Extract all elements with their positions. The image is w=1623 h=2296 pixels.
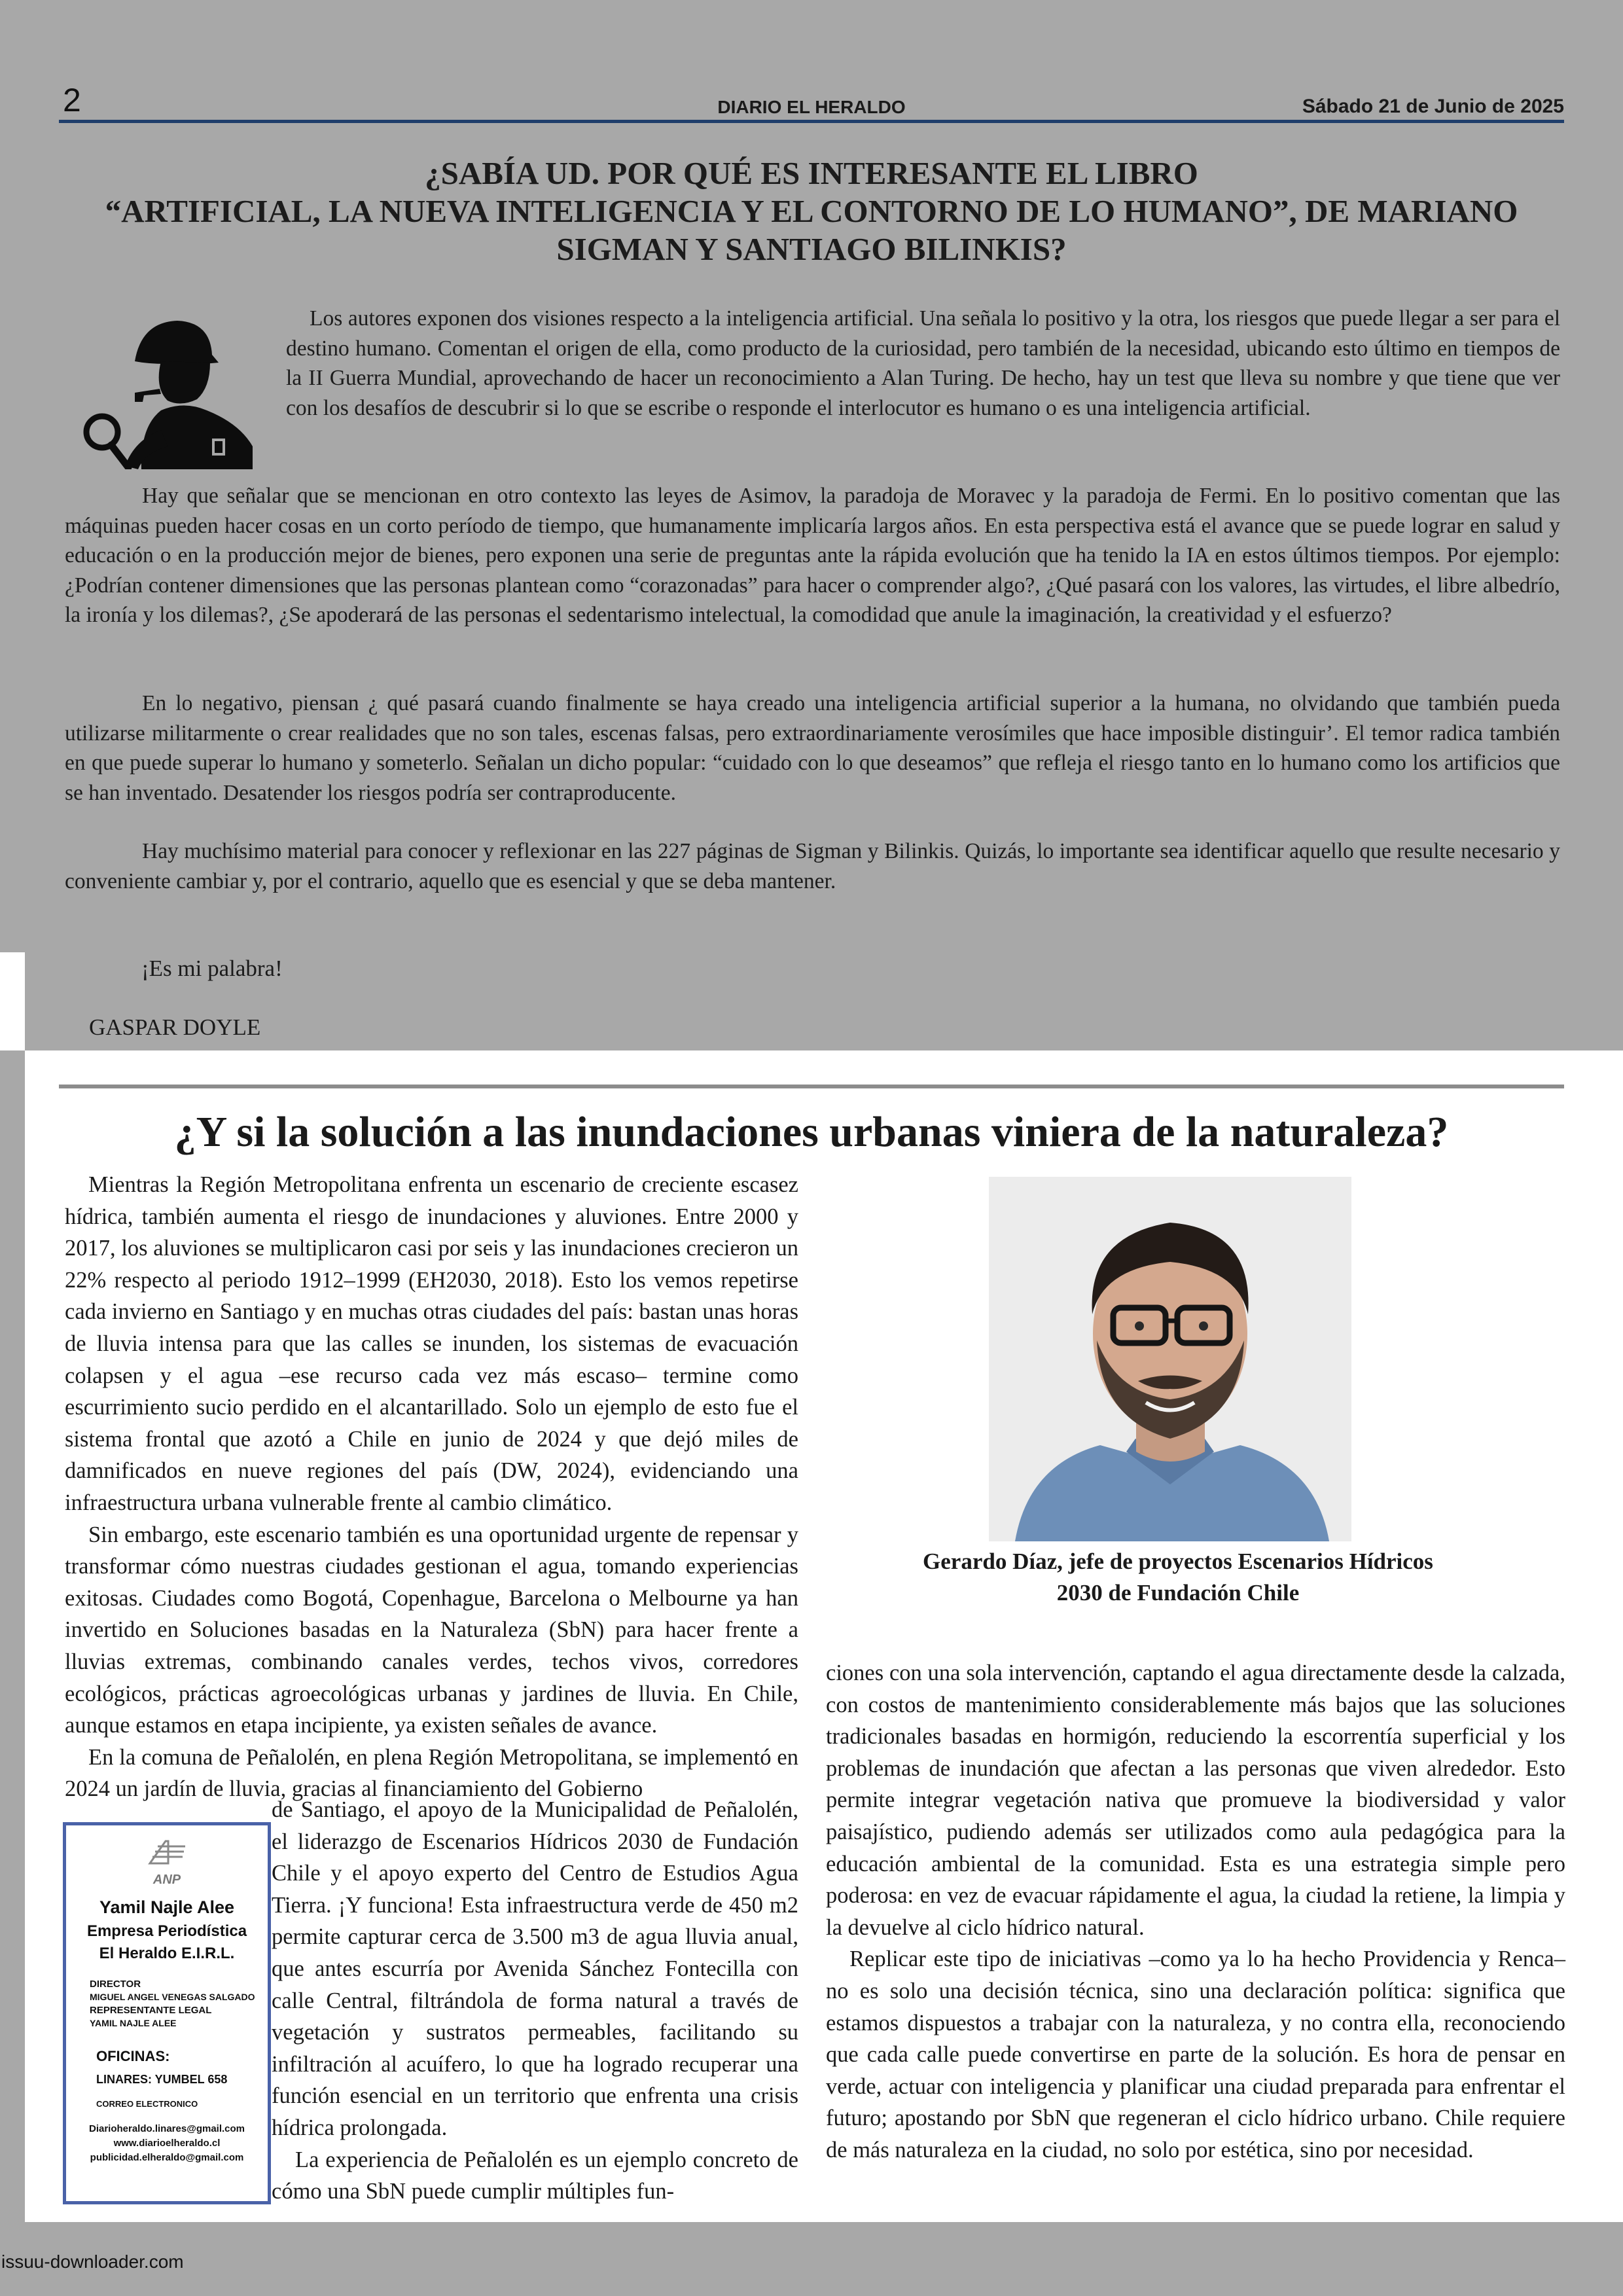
article2-paragraph: Mientras la Región Metropolitana enfrenta un escenario de creciente escasez hídrica, también aumenta el riesgo de inundaciones y aluviones. Entre 2000 y 2017, los aluviones se multiplicaron casi por seis y las inundaciones crecieron un 22% respecto al periodo 1912–1999 (EH2030, 2018). Esto los vemos repetirse cada invierno en Santiago y en muchas otras ciudades del país: bastan unas horas de lluvia intensa para que las calles se inunden, los sistemas de evacuación colapsen y el agua –ese recurso cada vez más escaso– termine como escurrimiento sucio perdido en el alcantarillado. Solo un ejemplo de esto fue el sistema frontal que azotó a Chile en junio de 2024 y que dejó miles de damnificados en nueve regiones del país (DW, 2024), evidenciando una infraestructura urbana vulnerable frente al cambio climático. — [65, 1172, 798, 1515]
director-label: DIRECTOR — [90, 1979, 141, 1990]
legal-label: REPRESENTANTE LEGAL — [90, 2005, 212, 2016]
footer-watermark: issuu-downloader.com — [1, 2251, 184, 2272]
director-name: MIGUEL ANGEL VENEGAS SALGADO — [90, 1992, 255, 2002]
portrait-photo-icon — [989, 1177, 1351, 1541]
page-number: 2 — [63, 82, 81, 118]
owner-name: Yamil Najle Alee — [99, 1897, 235, 1917]
company-name: Empresa Periodística — [86, 1922, 247, 1940]
article1-paragraph-2: Hay que señalar que se mencionan en otro contexto las leyes de Asimov, la paradoja de Moravec y la paradoja de Fermi. En lo positivo comentan que las máquinas pueden hacer cosas en un corto período de tiempo, que humanamente implicaría largos años. En esta perspectiva está el avance que se puede lograr en salud y educación o en la producción mejor de bienes, pero exponen una serie de preguntas ante la rápida evolución que ha tenido la IA en estos últimos tiempos. Por ejemplo: ¿Podrían contener dimensiones que las personas plantean como “corazonadas” para hacer o comprender algo?, ¿Qué pasará con los valores, las virtudes, el libre albedrío, la ironía y los dilemas?, ¿Se apoderará de las personas el sedentarismo intelectual, la comodidad que anule la imaginación, la creatividad y el esfuerzo? — [65, 484, 1560, 627]
caption-line: 2030 de Fundación Chile — [1056, 1580, 1300, 1605]
margin-strip — [0, 952, 25, 1050]
section-separator — [59, 1085, 1564, 1088]
article1-title-line: SIGMAN Y SANTIAGO BILINKIS? — [556, 231, 1067, 267]
footer-band — [0, 2222, 1623, 2296]
caption-line: Gerardo Díaz, jefe de proyectos Escenarios Hídricos — [923, 1549, 1433, 1574]
article2-column-2 — [826, 1657, 1565, 2166]
publisher-box — [63, 1822, 271, 2204]
offices-value: LINARES: YUMBEL 658 — [96, 2073, 228, 2086]
issue-date: Sábado 21 de Junio de 2025 — [1302, 96, 1564, 117]
article2-paragraph: ciones con una sola intervención, captando el agua directamente desde la calzada, con costos de mantenimiento considerablemente más bajos que las soluciones tradicionales basadas en hormigón, reduciendo la escorrentía superficial y los problemas de inundación que afectan a las personas que viven alrededor. Esto permite integrar vegetación nativa que promueve la biodiversidad y valor paisajístico, pudiendo además ser utilizados como aula pedagógica para la educación ambiental de la comunidad. Esta es una estrategia simple pero poderosa: en vez de evacuar rápidamente el agua, la ciudad la retiene, la limpia y la devuelve al ciclo hídrico natural. — [826, 1660, 1565, 1940]
anp-logo-icon — [66, 1837, 268, 1873]
article1-paragraph-4: Hay muchísimo material para conocer y reflexionar en las 227 páginas de Sigman y Bilinkis. Quizás, lo importante sea identificar aquello que resulte necesario y conveniente cambiar y, por el contrario, aquello que es esencial y que se deba mantener. — [65, 839, 1560, 893]
email-address[interactable]: Diarioheraldo.linares@gmail.com — [88, 2123, 245, 2134]
author-signature: GASPAR DOYLE — [89, 1014, 261, 1040]
company-name: El Heraldo E.I.R.L. — [99, 1945, 235, 1962]
email-address[interactable]: publicidad.elheraldo@gmail.com — [90, 2152, 244, 2163]
article2-paragraph: Replicar este tipo de iniciativas –como ya lo ha hecho Providencia y Renca– no es solo una decisión técnica, sino una declaración política: significa que estamos dispuestos a trabajar con la naturaleza, y no contra ella, reconociendo que cada calle puede convertirse en parte de la solución. Es hora de pensar en verde, actuar con inteligencia y planificar una ciudad preparada para enfrentar el futuro; apostando por SbN que regeneran el ciclo hídrico urbano. Chile requiere de más naturaleza en la ciudad, no solo por estética, sino por necesidad. — [826, 1946, 1565, 2162]
website-link[interactable]: www.diarioelheraldo.cl — [113, 2138, 221, 2149]
page-top-gray — [0, 0, 1623, 952]
article1-title-line: “ARTIFICIAL, LA NUEVA INTELIGENCIA Y EL CONTORNO DE LO HUMANO”, DE MARIANO — [105, 193, 1518, 229]
article2-title: ¿Y si la solución a las inundaciones urbanas viniera de la naturaleza? — [174, 1108, 1449, 1156]
article2-paragraph: En la comuna de Peñalolén, en plena Región Metropolitana, se implementó en 2024 un jardín de lluvia, gracias al financiamiento del Gobierno — [65, 1744, 798, 1802]
article1-paragraph-1: Los autores exponen dos visiones respecto a la inteligencia artificial. Una señala lo positivo y la otra, los riesgos que puede llegar a ser para el destino humano. Comentan el origen de ella, como producto de la curiosidad, pero también de la necesidad, ubicando esto último en tiempos de la II Guerra Mundial, aprovechando de hacer un reconocimiento a Alan Turing. De hecho, hay un test que lleva su nombre y que tiene que ver con los desafíos de descubrir si lo que se escribe o responde el interlocutor es humano o es una inteligencia artificial. — [286, 306, 1560, 420]
article1-title-line: ¿SABÍA UD. POR QUÉ ES INTERESANTE EL LIBRO — [425, 155, 1198, 191]
detective-silhouette-icon — [63, 315, 253, 469]
article1-title — [59, 154, 1564, 268]
article2-paragraph: La experiencia de Peñalolén es un ejemplo concreto de cómo una SbN puede cumplir múltiples fun- — [272, 2147, 798, 2204]
article2-column-1-lower — [272, 1794, 798, 2208]
article2-paragraph: Sin embargo, este escenario también es una oportunidad urgente de repensar y transformar cómo nuestras ciudades gestionan el agua, tomando experiencias exitosas. Ciudades como Bogotá, Copenhague, Barcelona o Melbourne ya han invertido en Soluciones basadas en la Naturaleza (SbN) para hacer frente a lluvias extremas, combinando canales verdes, techos vivos, corredores ecológicos, prácticas agroecológicas urbanas y jardines de lluvia. En Chile, aunque estamos en etapa incipiente, ya existen señales de avance. — [65, 1522, 798, 1738]
article1-paragraph-3: En lo negativo, piensan ¿ qué pasará cuando finalmente se haya creado una inteligencia artificial superior a la humana, no olvidando que también pueda utilizarse militarmente o crear realidades que no son tales, escenas falsas, pero extraordinariamente verosímiles que hace imposible distinguir’. El temor radica también en que puede superar lo humano y someterlo. Señalan un dicho popular: “cuidado con lo que deseamos” que refleja el riesgo tanto en lo humano como los artificios que se han inventado. Desatender los riesgos podría ser contraproducente. — [65, 691, 1560, 805]
newspaper-name: DIARIO EL HERALDO — [717, 97, 906, 117]
closing-line: ¡Es mi palabra! — [141, 956, 283, 981]
email-label: CORREO ELECTRONICO — [96, 2099, 198, 2109]
anp-logo-text: ANP — [152, 1873, 181, 1887]
legal-name: YAMIL NAJLE ALEE — [90, 2018, 177, 2028]
article2-paragraph: de Santiago, el apoyo de la Municipalidad de Peñalolén, el liderazgo de Escenarios Hídricos 2030 de Fundación Chile y el apoyo experto del Centro de Estudios Agua Tierra. ¡Y funciona! Esta infraestructura verde de 450 m2 permite capturar cerca de 3.500 m3 de agua lluvia anual, que antes escurría por Avenida Sánchez Fontecilla con calle Central, filtrándola de forma natural a través de vegetación y sustratos permeables, facilitando su infiltración al acuífero, lo que ha logrado recuperar una función esencial en un territorio que enfrenta una crisis hídrica prolongada. — [272, 1797, 798, 2140]
photo-caption — [831, 1546, 1525, 1609]
article2-column-1 — [65, 1169, 798, 1805]
header-rule — [59, 120, 1564, 123]
offices-label: OFICINAS: — [96, 2048, 170, 2064]
